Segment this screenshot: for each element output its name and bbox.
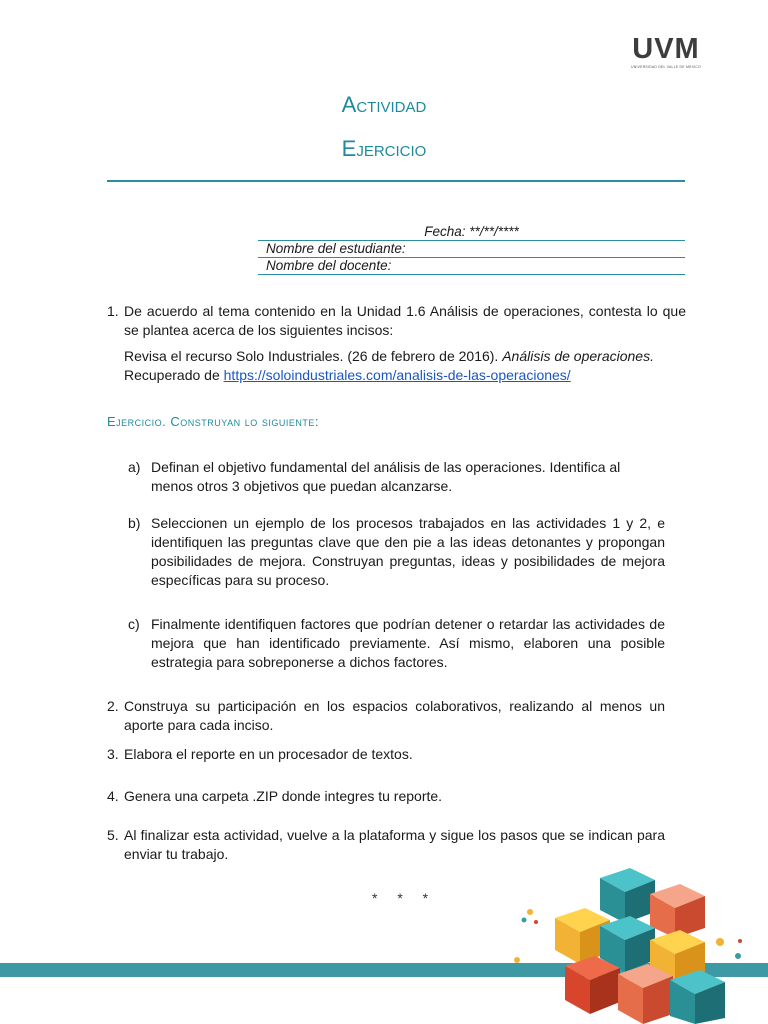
subitem-text: Seleccionen un ejemplo de los procesos trabajados en las actividades 1 y 2, e identifiquen las preguntas clave que den pie a las ideas detonantes y propongan posibilidades de mejora. Construyan preguntas, ideas y posibilidades de mejora específicas para su proceso. [151, 515, 665, 588]
decorative-cubes-graphic [500, 868, 768, 1024]
subitem-label: b) [128, 515, 141, 531]
item-text: Genera una carpeta .ZIP donde integres tu reporte. [124, 788, 443, 804]
item-number: 1. [107, 303, 119, 319]
subitem-text: Finalmente identifiquen factores que podrían detener o retardar las actividades de mejora que han identificado previamente. Así mismo, elaboren una posible estrategia para sobreponerse a dichos factores. [151, 616, 665, 670]
uvm-logo [612, 34, 720, 74]
page-title: Actividad [341, 92, 427, 117]
student-name-field: Nombre del estudiante: [258, 240, 685, 258]
item-text: Elabora el reporte en un procesador de textos. [124, 746, 413, 762]
title-divider [107, 180, 685, 182]
separator-dots: * * * [372, 890, 437, 906]
item-text: Construya su participación en los espacios colaborativos, realizando al menos un aporte para cada inciso. [124, 698, 665, 733]
item-number: 3. [107, 746, 119, 762]
subitem-text: Definan el objetivo fundamental del análisis de las operaciones. Identifica al menos otros 3 objetivos que puedan alcanzarse. [151, 459, 621, 494]
page-subtitle: Ejercicio [341, 136, 427, 161]
teacher-name-field: Nombre del docente: [258, 257, 685, 275]
reference-link[interactable]: https://soloindustriales.com/analisis-de-las-operaciones/ [223, 367, 571, 383]
subitem-label: c) [128, 616, 140, 632]
item-text: Al finalizar esta actividad, vuelve a la plataforma y sigue los pasos que se indican para enviar tu trabajo. [124, 827, 665, 862]
date-field: Fecha: **/**/**** [258, 223, 685, 241]
exercise-heading: Ejercicio. Construyan lo siguiente: [107, 414, 319, 429]
item-text: De acuerdo al tema contenido en la Unidad 1.6 Análisis de operaciones, contesta lo que se plantea acerca de los siguientes incisos: [124, 303, 686, 338]
reference-text: Revisa el recurso Solo Industriales. (26 de febrero de 2016). Análisis de operaciones. Recuperado de https://soloindustriales.com/analisis-de-las-operaciones/ [124, 348, 654, 383]
logo-subtitle: UNIVERSIDAD DEL VALLE DE MÉXICO [631, 65, 701, 69]
logo-wordmark: UVM [632, 33, 700, 65]
item-number: 5. [107, 827, 119, 843]
subitem-label: a) [128, 459, 141, 475]
item-number: 4. [107, 788, 119, 804]
item-number: 2. [107, 698, 119, 714]
